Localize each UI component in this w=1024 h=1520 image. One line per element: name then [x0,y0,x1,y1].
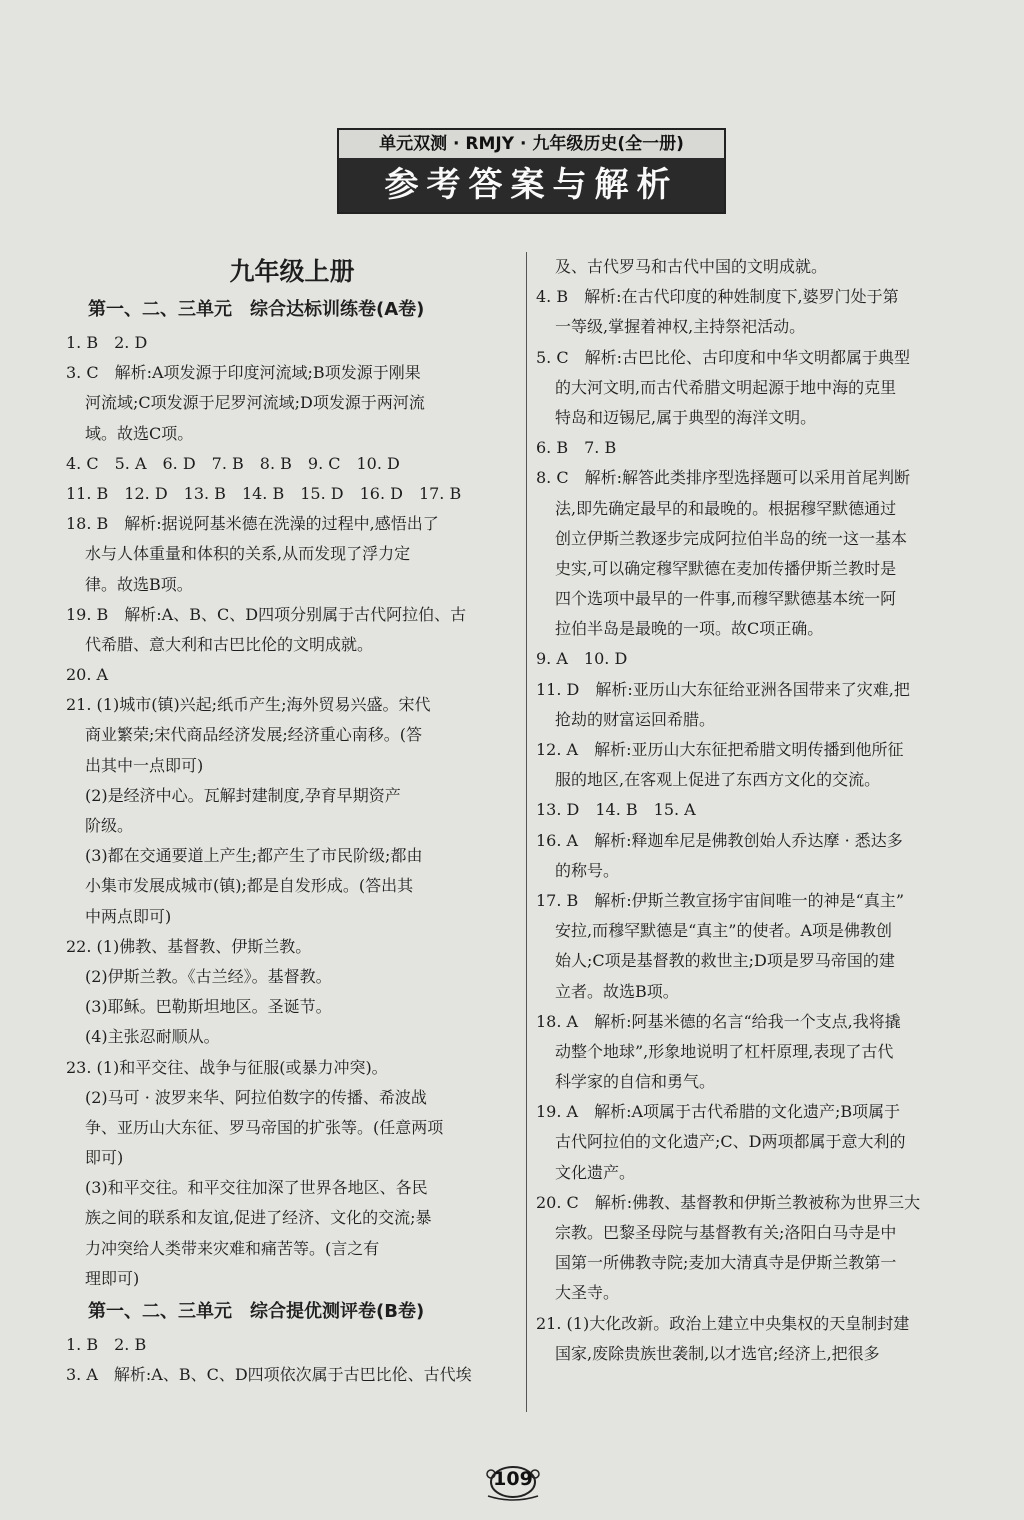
right-line: 动整个地球”,形象地说明了杠杆原理,表现了古代 [555,1041,894,1061]
series-label: 单元双测 · RMJY · 九年级历史(全一册) [379,134,684,154]
section-a-line: 19. B 解析:A、B、C、D四项分别属于古代阿拉伯、古 [66,604,467,624]
right-line: 一等级,掌握着神权,主持祭祀活动。 [555,317,806,337]
right-line: 科学家的自信和勇气。 [555,1072,716,1092]
right-line: 法,即先确定最早的和最晚的。根据穆罕默德通过 [555,498,897,518]
section-a-line: (2)是经济中心。瓦解封建制度,孕育早期资产 [85,785,401,805]
column-divider [526,252,527,1412]
right-line: 国第一所佛教寺院;麦加大清真寺是伊斯兰教第一 [555,1253,897,1273]
volume-title: 九年级上册 [229,257,355,286]
right-line: 古代阿拉伯的文化遗产;C、D两项都属于意大利的 [555,1132,906,1152]
section-a-line: 23. (1)和平交往、战争与征服(或暴力冲突)。 [66,1057,388,1077]
section-a-line: (3)和平交往。和平交往加深了世界各地区、各民 [85,1178,428,1198]
section-a-line: 1. B 2. D [66,333,148,352]
right-line: 特岛和迈锡尼,属于典型的海洋文明。 [555,407,817,427]
section-b-answers [66,1330,518,1390]
right-line: 文化遗产。 [555,1162,636,1182]
right-line: 立者。故选B项。 [555,981,679,1001]
right-line: 国家,废除贵族世袭制,以才选官;经济上,把很多 [555,1343,880,1363]
right-line: 17. B 解析:伊斯兰教宣扬宇宙间唯一的神是“真主” [536,890,905,910]
right-line: 的大河文明,而古代希腊文明起源于地中海的克里 [555,377,897,397]
section-b-line: 1. B 2. B [66,1335,147,1354]
section-a-line: 小集市发展成城市(镇);都是自发形成。(答出其 [85,876,414,896]
right-line: 抢劫的财富运回希腊。 [555,709,716,729]
page-number-badge [482,1462,544,1502]
section-b-line: 3. A 解析:A、B、C、D四项依次属于古巴比伦、古代埃 [66,1365,472,1385]
section-a-line: 20. A [66,665,109,685]
right-line: 4. B 解析:在古代印度的种姓制度下,婆罗门处于第 [536,287,899,307]
right-line: 服的地区,在客观上促进了东西方文化的交流。 [555,770,881,790]
section-a-line: 争、亚历山大东征、罗马帝国的扩张等。(任意两项 [85,1117,444,1137]
right-line: 的称号。 [555,860,620,880]
section-a-line: 力冲突给人类带来灾难和痛苦等。(言之有 [85,1238,380,1258]
section-a-line: (3)都在交通要道上产生;都产生了市民阶级;都由 [85,846,423,866]
section-a-line: 即可) [85,1148,124,1168]
section-a-line: 理即可) [85,1268,140,1288]
right-line: 6. B 7. B [536,438,617,458]
section-a-line: 22. (1)佛教、基督教、伊斯兰教。 [66,936,312,956]
section-a-line: 律。故选B项。 [85,574,193,594]
right-line: 8. C 解析:解答此类排序型选择题可以采用首尾判断 [536,468,910,488]
right-line: 安拉,而穆罕默德是“真主”的使者。A项是佛教创 [555,921,893,941]
section-a-line: 18. B 解析:据说阿基米德在洗澡的过程中,感悟出了 [66,514,439,534]
right-line: 大圣寺。 [555,1283,620,1303]
section-a-line: 11. B 12. D 13. B 14. B 15. D 16. D 17. B [66,483,462,503]
section-a-line: 水与人体重量和体积的关系,从而发现了浮力定 [85,544,411,564]
section-a-line: (2)伊斯兰教。《古兰经》。基督教。 [85,966,332,986]
section-a-title: 第一、二、三单元 综合达标训练卷(A卷) [88,299,425,320]
section-a-line: (2)马可 · 波罗来华、阿拉伯数字的传播、希波战 [85,1087,427,1107]
right-column-answers [536,252,986,1369]
right-line: 宗教。巴黎圣母院与基督教有关;洛阳白马寺是中 [555,1223,897,1242]
section-a-line: 出其中一点即可) [85,755,204,775]
section-a-line: 域。故选C项。 [85,423,194,443]
right-column [536,252,986,1369]
section-a-line: (3)耶稣。巴勒斯坦地区。圣诞节。 [85,997,332,1017]
right-line: 史实,可以确定穆罕默德在麦加传播伊斯兰教时是 [555,558,897,578]
page-title: 参考答案与解析 [339,158,724,212]
right-line: 18. A 解析:阿基米德的名言“给我一个支点,我将撬 [536,1011,901,1031]
section-a-line: 4. C 5. A 6. D 7. B 8. B 9. C 10. D [66,453,400,473]
section-a-line: 代希腊、意大利和古巴比伦的文明成就。 [85,634,374,654]
section-a-answers [66,328,518,1294]
section-a-line: 河流域;C项发源于尼罗河流域;D项发源于两河流 [85,393,425,413]
right-line: 21. (1)大化改新。政治上建立中央集权的天皇制封建 [536,1313,910,1333]
header-banner [337,128,726,214]
section-a-line: 阶级。 [85,816,134,835]
section-a-line: (4)主张忍耐顺从。 [85,1027,220,1047]
section-a-line: 3. C 解析:A项发源于印度河流域;B项发源于刚果 [66,363,421,383]
page-number: 109 [493,1468,533,1490]
right-line: 拉伯半岛是最晚的一项。故C项正确。 [555,619,824,639]
right-line: 5. C 解析:古巴比伦、古印度和中华文明都属于典型 [536,347,910,367]
section-b-title: 第一、二、三单元 综合提优测评卷(B卷) [88,1301,425,1322]
right-line: 13. D 14. B 15. A [536,800,696,820]
right-line: 创立伊斯兰教逐步完成阿拉伯半岛的统一这一基本 [555,528,908,548]
right-line: 20. C 解析:佛教、基督教和伊斯兰教被称为世界三大 [536,1192,921,1212]
right-line: 及、古代罗马和古代中国的文明成就。 [555,257,828,276]
right-line: 16. A 解析:释迦牟尼是佛教创始人乔达摩 · 悉达多 [536,830,903,850]
right-line: 11. D 解析:亚历山大东征给亚洲各国带来了灾难,把 [536,679,910,699]
right-line: 9. A 10. D [536,649,628,669]
section-a-line: 族之间的联系和友谊,促进了经济、文化的交流;暴 [85,1208,432,1228]
right-line: 19. A 解析:A项属于古代希腊的文化遗产;B项属于 [536,1102,901,1122]
right-line: 12. A 解析:亚历山大东征把希腊文明传播到他所征 [536,740,904,759]
right-line: 始人;C项是基督教的救世主;D项是罗马帝国的建 [555,951,895,971]
section-a-line: 21. (1)城市(镇)兴起;纸币产生;海外贸易兴盛。宋代 [66,695,431,715]
section-a-line: 商业繁荣;宋代商品经济发展;经济重心南移。(答 [85,725,423,745]
section-a-line: 中两点即可) [85,906,172,926]
left-column [66,252,518,1390]
right-line: 四个选项中最早的一件事,而穆罕默德基本统一阿 [555,589,897,609]
